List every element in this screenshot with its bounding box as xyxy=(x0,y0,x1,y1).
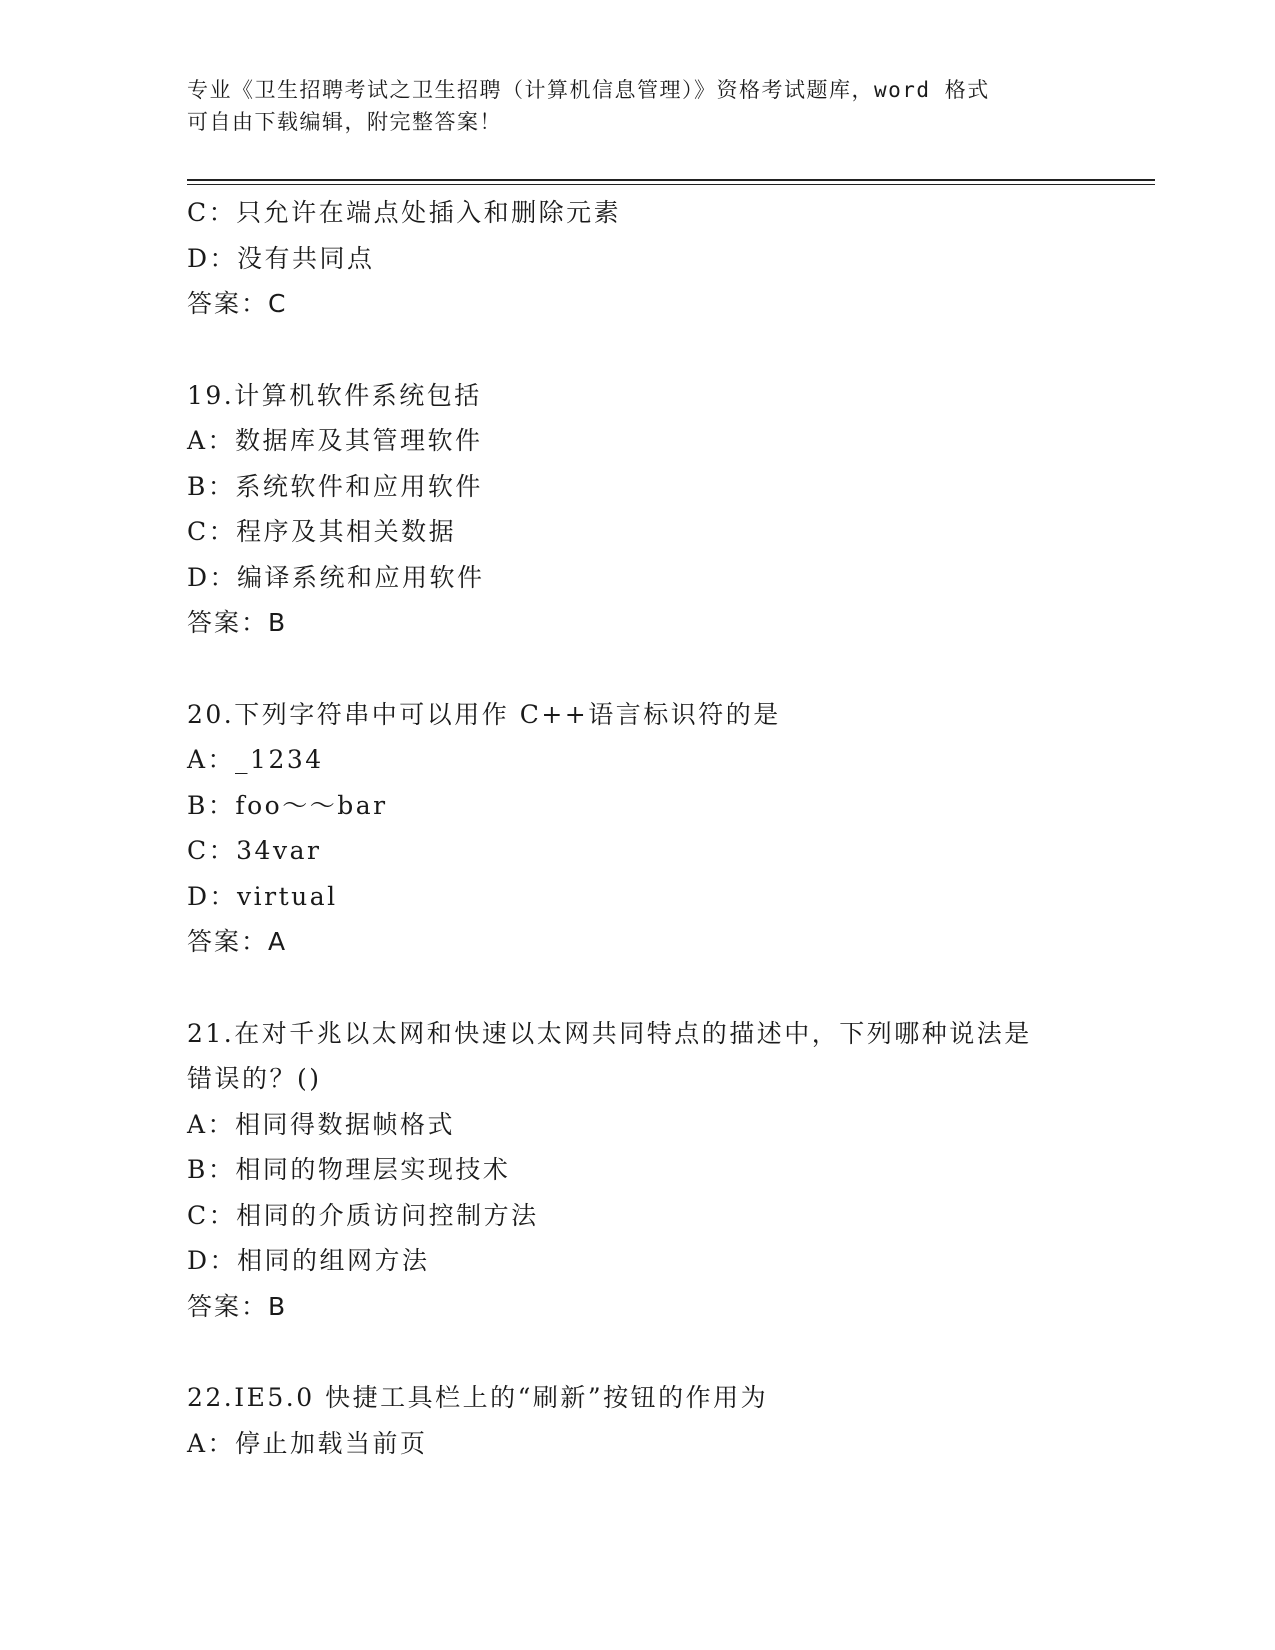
question-list xyxy=(187,190,1107,1466)
option-b: B：相同的物理层实现技术 xyxy=(187,1155,511,1184)
answer-line: 答案：B xyxy=(187,608,288,637)
question-stem: 20.下列字符串中可以用作 C++语言标识符的是 xyxy=(187,699,781,729)
option-c: C：相同的介质访问控制方法 xyxy=(187,1200,539,1230)
answer-line: 答案：C xyxy=(187,289,288,318)
question-stem: 19.计算机软件系统包括 xyxy=(187,380,482,410)
question-stem: 22.IE5.0 快捷工具栏上的“刷新”按钮的作用为 xyxy=(187,1383,769,1412)
question-stem-line-1: 21.在对千兆以太网和快速以太网共同特点的描述中，下列哪种说法是 xyxy=(187,1018,1032,1048)
answer-line: 答案：A xyxy=(187,927,288,956)
answer-line: 答案：B xyxy=(187,1291,288,1321)
option-d: D：没有共同点 xyxy=(187,243,375,273)
question-21 xyxy=(187,1011,1107,1330)
option-b: B：系统软件和应用软件 xyxy=(187,471,483,501)
option-d: D：编译系统和应用软件 xyxy=(187,562,485,592)
option-d: D：virtual xyxy=(187,881,338,911)
question-partial xyxy=(187,190,1107,327)
question-20 xyxy=(187,692,1107,965)
header-line-1: 专业《卫生招聘考试之卫生招聘（计算机信息管理）》资格考试题库，word 格式 xyxy=(187,78,990,102)
document-header xyxy=(187,74,1067,138)
option-b: B：foo～～bar xyxy=(187,790,388,820)
option-a: A：相同得数据帧格式 xyxy=(187,1109,456,1139)
header-divider-thin xyxy=(187,184,1155,185)
option-c: C：34var xyxy=(187,836,322,865)
option-d: D：相同的组网方法 xyxy=(187,1246,430,1275)
option-a: A：_1234 xyxy=(187,745,324,774)
option-a: A：停止加载当前页 xyxy=(187,1428,428,1458)
option-a: A：数据库及其管理软件 xyxy=(187,426,483,455)
header-line-2: 可自由下载编辑，附完整答案！ xyxy=(187,110,502,134)
question-19 xyxy=(187,373,1107,646)
header-divider-thick xyxy=(187,179,1155,181)
option-c: C：程序及其相关数据 xyxy=(187,517,457,546)
option-c: C：只允许在端点处插入和删除元素 xyxy=(187,198,622,227)
question-22 xyxy=(187,1375,1107,1466)
question-stem-line-2: 错误的？() xyxy=(187,1064,322,1093)
